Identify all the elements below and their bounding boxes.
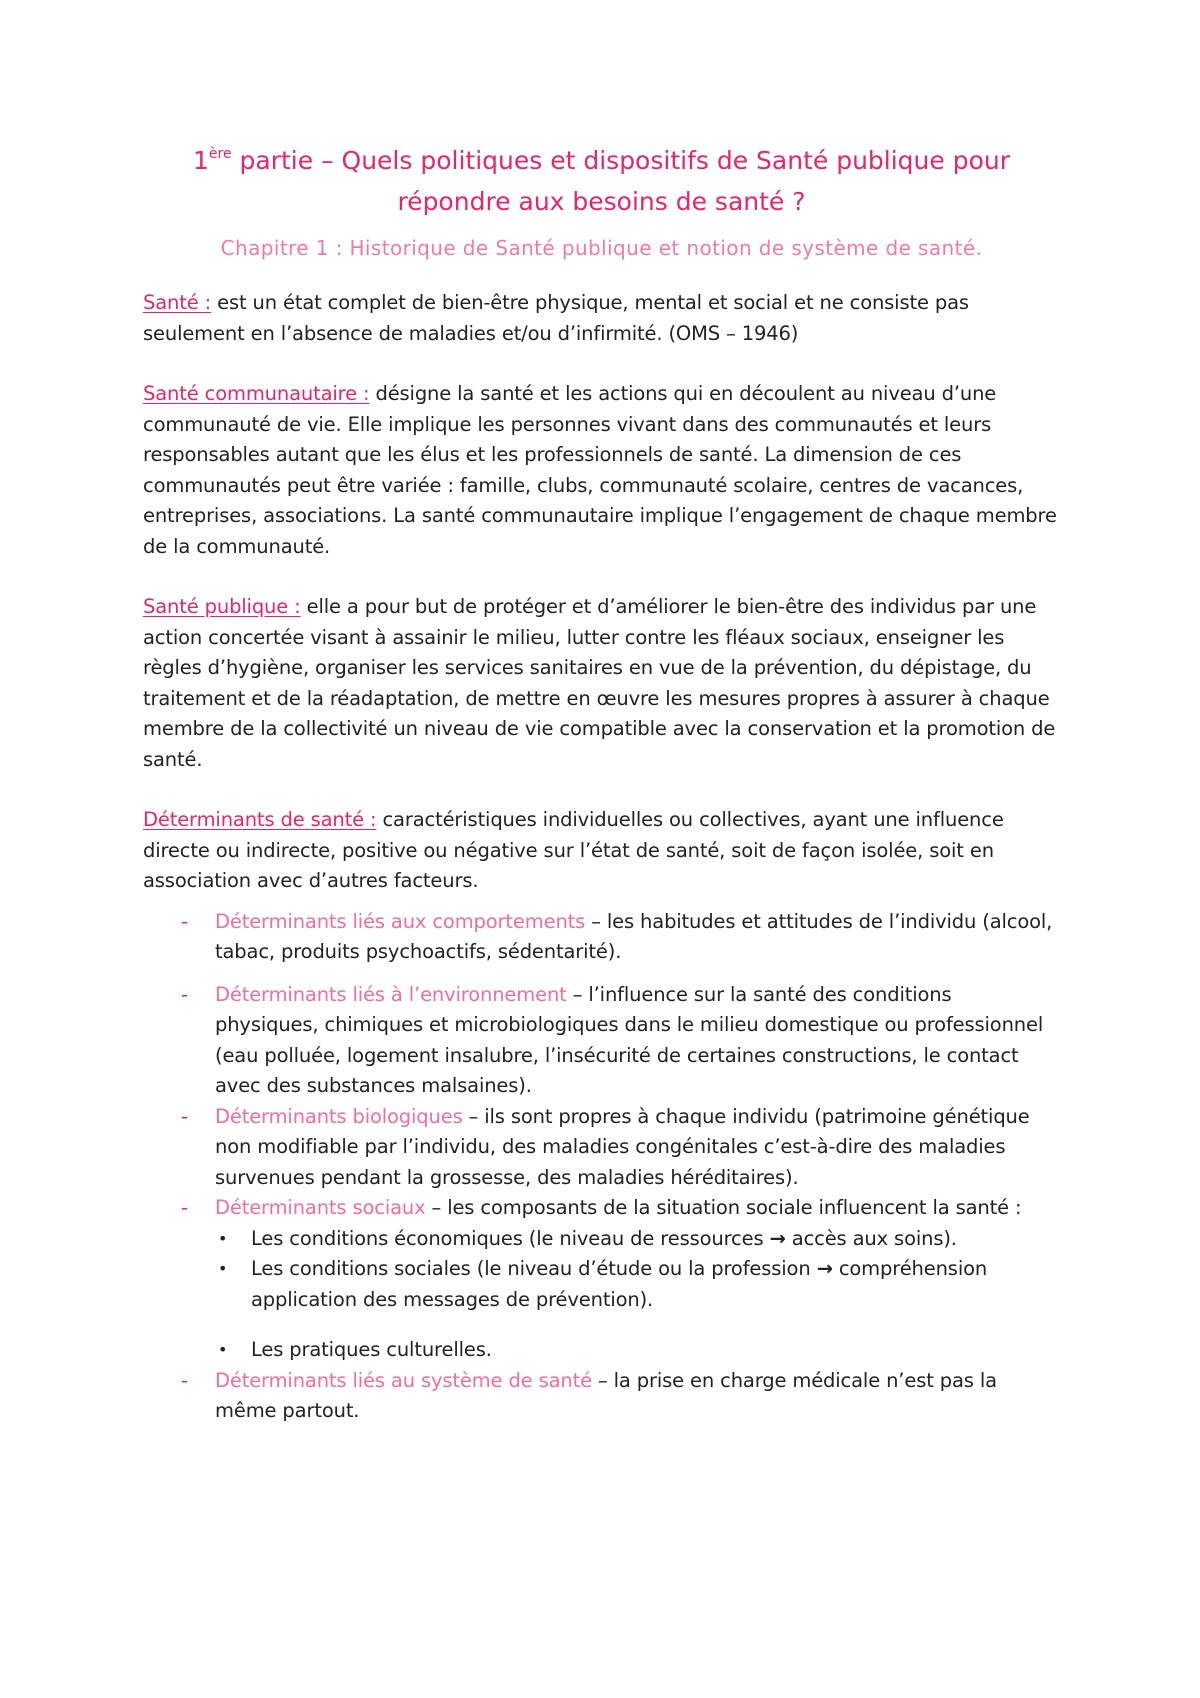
dash-marker: -: [181, 1196, 188, 1219]
definition-term: Santé publique :: [143, 595, 301, 618]
bullet-text: Les conditions économiques (le niveau de ressources: [251, 1226, 770, 1250]
chapter-heading: Chapitre 1 : Historique de Santé publique et notion de système de santé.: [220, 236, 983, 260]
title-prefix: 1: [193, 146, 209, 175]
determinant-item-sociaux: [143, 1193, 1060, 1366]
title-superscript: ère: [208, 146, 232, 162]
page-title: [143, 140, 1060, 222]
bullet-marker: •: [218, 1259, 228, 1278]
bullet-text-after: accès aux soins).: [785, 1226, 957, 1250]
bullet-text: Les conditions sociales (le niveau d’étude ou la profession: [251, 1257, 817, 1280]
definition-text: désigne la santé et les actions qui en découlent au niveau d’une communauté de vie. Elle implique les personnes vivant dans des communautés et leurs responsables autant que les élus et les professionnels de santé. La dimension de ces communautés peut être variée : famille, clubs, communauté scolaire, centres de vacances, entreprises, associations. La santé communautaire implique l’engagement de chaque membre de la communauté.: [143, 382, 1057, 558]
bullet-item: [215, 1254, 1060, 1315]
definition-text: caractéristiques individuelles ou collectives, ayant une influence directe ou indirecte, positive ou négative sur l’état de santé, soit de façon isolée, soit en association avec d’autres facteurs.: [143, 808, 1004, 892]
definition-text: elle a pour but de protéger et d’améliorer le bien-être des individus par une action concertée visant à assainir le milieu, lutter contre les fléaux sociaux, enseigner les règles d’hygiène, organiser les services sanitaires en vue de la prévention, du dépistage, du traitement et de la réadaptation, de mettre en œuvre les mesures propres à assurer à chaque membre de la collectivité un niveau de vie compatible avec la conservation et la promotion de santé.: [143, 595, 1056, 771]
bullet-marker: •: [218, 1228, 228, 1248]
determinant-text: – l’influence sur la santé des conditions physiques, chimiques et microbiologiques dans le milieu domestique ou professionnel (eau polluée, logement insalubre, l’insécurité de certaines constructions, le contact avec des substances malsaines).: [215, 982, 1044, 1097]
dash-marker: -: [181, 1368, 188, 1392]
dash-marker: -: [181, 982, 188, 1006]
arrow-right-icon: →: [816, 1257, 833, 1280]
definition-text: est un état complet de bien-être physique, mental et social et ne consiste pas seulement en l’absence de maladies et/ou d’infirmité. (OMS – 1946): [143, 291, 969, 345]
definition-term: Santé communautaire :: [143, 382, 370, 405]
bullet-item: [215, 1335, 1060, 1366]
title-text: partie – Quels politiques et dispositifs de Santé publique pour répondre aux besoins de santé ?: [231, 146, 1011, 216]
definition-term: Déterminants de santé :: [143, 808, 377, 831]
definition-sante-communautaire: [143, 379, 1060, 562]
bullet-text-after: compréhension application des messages de prévention).: [251, 1257, 988, 1311]
dash-marker: -: [181, 909, 188, 933]
determinant-text: – les composants de la situation sociale influencent la santé :: [425, 1196, 1022, 1219]
arrow-right-icon: →: [769, 1226, 786, 1250]
determinant-name: Déterminants sociaux: [215, 1196, 426, 1219]
definition-sante: [143, 288, 1060, 349]
determinant-text: – les habitudes et attitudes de l’individu (alcool, tabac, produits psychoactifs, sédentarité).: [215, 909, 1053, 963]
bullet-text: Les pratiques culturelles.: [251, 1338, 492, 1361]
determinants-list: [143, 907, 1060, 1427]
definition-sante-publique: [143, 592, 1060, 775]
bullet-marker: •: [218, 1340, 228, 1359]
determinant-item-comportements: [143, 907, 1060, 968]
determinant-name: Déterminants liés à l’environnement: [215, 982, 567, 1006]
determinant-name: Déterminants biologiques: [215, 1104, 463, 1128]
determinant-item-biologiques: [143, 1102, 1060, 1194]
definition-determinants: [143, 805, 1060, 897]
determinant-text: – la prise en charge médicale n’est pas la même partout.: [215, 1368, 997, 1422]
bullet-item: [215, 1224, 1060, 1255]
determinant-item-environnement: [143, 980, 1060, 1102]
determinant-name: Déterminants liés au système de santé: [215, 1368, 592, 1392]
determinant-text: – ils sont propres à chaque individu (patrimoine génétique non modifiable par l’individu, des maladies congénitales c’est-à-dire des maladies survenues pendant la grossesse, des maladies héréditaires).: [215, 1104, 1030, 1189]
determinant-name: Déterminants liés aux comportements: [215, 909, 586, 933]
dash-marker: -: [181, 1104, 188, 1128]
definition-term: Santé :: [143, 291, 212, 314]
sociaux-bullet-list: [215, 1224, 1060, 1366]
determinant-item-systeme-sante: [143, 1366, 1060, 1427]
